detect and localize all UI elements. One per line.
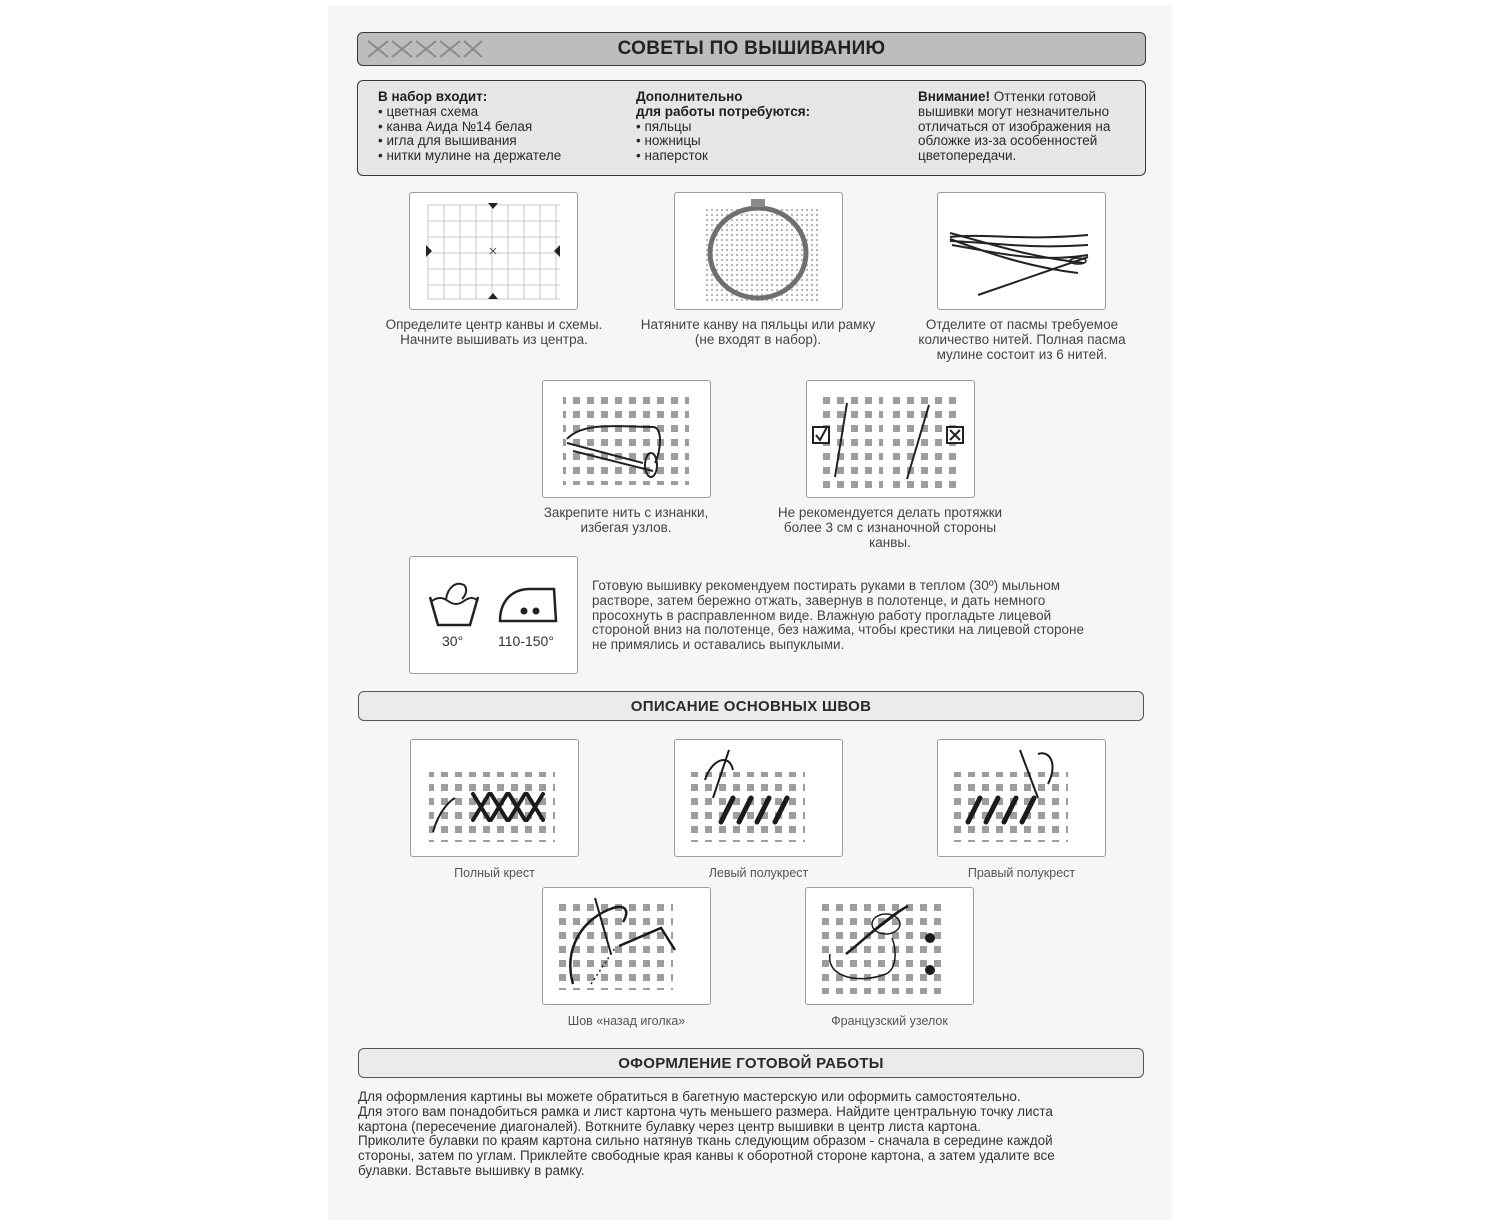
thread-skein-icon (938, 193, 1105, 309)
attention-line: обложке из-за особенностей (918, 133, 1098, 149)
backstitch-icon (543, 888, 710, 1004)
kit-contents (378, 90, 618, 164)
backstitch-illustration (542, 887, 711, 1005)
full-cross-illustration (410, 739, 579, 857)
french-knot-illustration (805, 887, 974, 1005)
grid-icon (410, 193, 577, 309)
kit-heading: В набор входит: (378, 89, 488, 104)
stitch-name: Левый полукрест (708, 866, 809, 880)
stitch-name: Полный крест (454, 866, 535, 880)
stitch-name: Французский узелок (831, 1014, 948, 1028)
attention-line: отличаться от изображения на (918, 118, 1111, 134)
attention-note (918, 90, 1140, 164)
extra-tools (636, 90, 876, 164)
secure-thread-illustration (542, 380, 711, 498)
step-caption: Отделите от пасмы требуемое количество нитей. Полная пасма мулине состоит из 6 нитей. (918, 317, 1126, 362)
care-instructions: Готовую вышивку рекомендуем постирать руками в теплом (30º) мыльном растворе, затем бережно отжать, завернув в полотенце, и дать немного просохнуть в расправленном виде. Влажную работу прогладьте лицевой стороной вниз на полотенце, без нажима, чтобы крестики на лицевой стороне не примялись и оставались выпуклыми. (592, 578, 1084, 653)
full-cross-stitch-icon (411, 740, 578, 856)
french-knot-icon (806, 888, 973, 1004)
stitches-section-title: ОПИСАНИЕ ОСНОВНЫХ ШВОВ (358, 691, 1144, 721)
threads-illustration (937, 192, 1106, 310)
page-title: СОВЕТЫ ПО ВЫШИВАНИЮ (617, 38, 886, 59)
kit-item: • канва Аида №14 белая (378, 118, 533, 134)
stitch-name: Правый полукрест (967, 866, 1076, 880)
extra-heading-line2: для работы потребуются: (636, 103, 811, 119)
iron-temperature: 110-150° (498, 633, 554, 649)
wash-temperature: 30° (442, 633, 464, 649)
extra-heading-line1: Дополнительно (636, 89, 743, 104)
right-half-cross-icon (938, 740, 1105, 856)
attention-line: вышивки могут незначительно (918, 103, 1110, 119)
step-caption: Не рекомендуется делать протяжки более 3 см с изнаночной стороны канвы. (777, 505, 1003, 550)
no-long-floats-illustration (806, 380, 975, 498)
center-grid-illustration (409, 192, 578, 310)
care-symbols-box (409, 556, 578, 674)
extra-item: • ножницы (636, 133, 701, 149)
long-float-comparison-icon (807, 381, 974, 497)
step-caption: Определите центр канвы и схемы. Начните вышивать из центра. (385, 317, 603, 347)
finishing-instructions: Для оформления картины вы можете обратиться в багетную мастерскую или оформить самостоятельно. Для этого вам понадобиться рамка и лист картона чуть меньшего размера. Найдите центральную точку листа картона (пересечение диагоналей). Воткните булавку через центр вышивки в центр листа картона. Приколите булавки по краям картона сильно натянув ткань следующим образом - сначала в середине каждой стороны, затем по углам. Приклейте свободные края канвы к оборотной стороне картона, а затем удалите все булавки. Вставьте вышивку в рамку. (358, 1089, 1055, 1178)
hoop-illustration (674, 192, 843, 310)
left-half-cross-illustration (674, 739, 843, 857)
attention-line: Оттенки готовой (989, 89, 1097, 104)
extra-item: • пяльцы (636, 118, 692, 134)
attention-label: Внимание! (918, 89, 990, 104)
kit-item: • нитки мулине на держателе (378, 148, 562, 164)
cross-pattern-decoration (364, 37, 484, 61)
stitch-name: Шов «назад иголка» (567, 1014, 686, 1028)
kit-item: • цветная схема (378, 103, 479, 119)
embroidery-hoop-icon (675, 193, 842, 309)
iron-icon (494, 581, 564, 627)
step-caption: Натяните канву на пяльцы или рамку (не входят в набор). (640, 317, 876, 347)
extra-item: • наперсток (636, 148, 708, 164)
page-title-banner (357, 32, 1146, 66)
right-half-cross-illustration (937, 739, 1106, 857)
step-caption: Закрепите нить с изнанки, избегая узлов. (543, 505, 709, 535)
left-half-cross-icon (675, 740, 842, 856)
kit-item: • игла для вышивания (378, 133, 517, 149)
needle-loop-icon (543, 381, 710, 497)
finishing-section-title: ОФОРМЛЕНИЕ ГОТОВОЙ РАБОТЫ (358, 1048, 1144, 1078)
attention-line: цветопередачи. (918, 148, 1017, 164)
hand-wash-icon (426, 577, 482, 631)
